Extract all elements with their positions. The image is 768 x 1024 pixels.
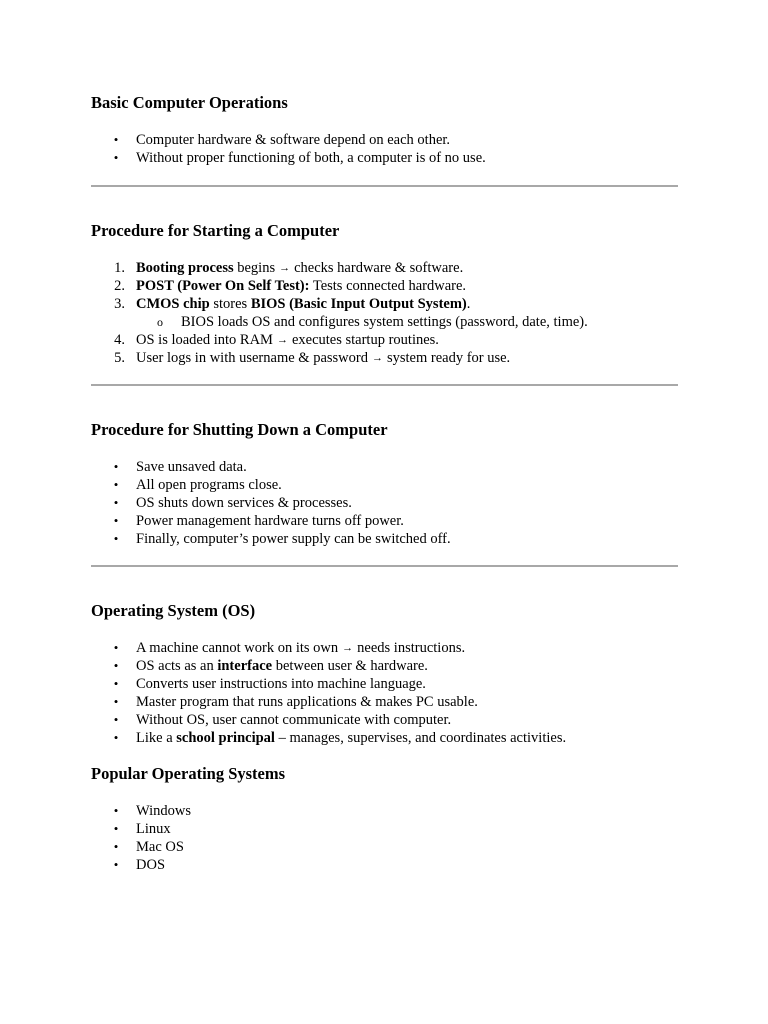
list-item: • A machine cannot work on its own → needs instructions. xyxy=(91,639,566,657)
right-arrow-icon: → xyxy=(279,262,291,274)
list-number: 1. xyxy=(114,260,125,276)
list-number: 3. xyxy=(114,296,125,312)
heading-shutting-down-computer: Procedure for Shutting Down a Computer xyxy=(91,420,388,439)
list-item: • Converts user instructions into machine language. xyxy=(91,675,566,693)
list-item: • Save unsaved data. xyxy=(91,458,451,476)
bullet-icon: • xyxy=(113,730,119,745)
list-item: 3. CMOS chip stores BIOS (Basic Input Output System). xyxy=(91,295,588,313)
horizontal-rule xyxy=(91,384,678,386)
bullet-icon: • xyxy=(113,676,119,691)
list-number: 2. xyxy=(114,278,125,294)
bullet-icon: • xyxy=(113,513,119,528)
bullet-icon: • xyxy=(113,531,119,546)
list-item: 5. User logs in with username & password → system ready for use. xyxy=(91,349,588,367)
horizontal-rule xyxy=(91,565,678,567)
bullet-icon: • xyxy=(113,459,119,474)
list-item: • DOS xyxy=(91,856,191,874)
bullet-icon: • xyxy=(113,150,119,165)
starting-procedure-list xyxy=(91,259,588,367)
bullet-icon: • xyxy=(113,803,119,818)
right-arrow-icon: → xyxy=(342,642,354,654)
bullet-icon: • xyxy=(113,839,119,854)
list-number: 5. xyxy=(114,350,125,366)
list-item: • Without proper functioning of both, a computer is of no use. xyxy=(91,149,486,167)
list-item: • Master program that runs applications & makes PC usable. xyxy=(91,693,566,711)
list-item: • Linux xyxy=(91,820,191,838)
shutdown-procedure-list xyxy=(91,458,451,548)
bullet-icon: • xyxy=(113,712,119,727)
bullet-icon: • xyxy=(113,821,119,836)
list-item: 4. OS is loaded into RAM → executes startup routines. xyxy=(91,331,588,349)
list-number: 4. xyxy=(114,332,125,348)
list-item: • All open programs close. xyxy=(91,476,451,494)
bullet-icon: • xyxy=(113,132,119,147)
list-item: • Finally, computer’s power supply can be switched off. xyxy=(91,530,451,548)
basic-operations-list xyxy=(91,131,486,167)
circle-bullet-icon: o xyxy=(157,315,163,329)
bullet-icon: • xyxy=(113,658,119,673)
right-arrow-icon: → xyxy=(276,334,288,346)
list-item: • OS shuts down services & processes. xyxy=(91,494,451,512)
bullet-icon: • xyxy=(113,694,119,709)
bullet-icon: • xyxy=(113,640,119,655)
list-item: • Like a school principal – manages, supervises, and coordinates activities. xyxy=(91,729,566,747)
list-item: • Windows xyxy=(91,802,191,820)
list-item: • Mac OS xyxy=(91,838,191,856)
list-item: 1. Booting process begins → checks hardware & software. xyxy=(91,259,588,277)
heading-popular-operating-systems: Popular Operating Systems xyxy=(91,764,286,783)
sub-list-item: o BIOS loads OS and configures system settings (password, date, time). xyxy=(157,314,588,330)
operating-system-list xyxy=(91,639,566,747)
bullet-icon: • xyxy=(113,495,119,510)
list-item: • OS acts as an interface between user & hardware. xyxy=(91,657,566,675)
heading-basic-computer-operations: Basic Computer Operations xyxy=(91,93,288,112)
list-item: 2. POST (Power On Self Test): Tests connected hardware. xyxy=(91,277,588,295)
list-item: • Without OS, user cannot communicate with computer. xyxy=(91,711,566,729)
popular-os-list xyxy=(91,802,191,874)
bullet-icon: • xyxy=(113,477,119,492)
bullet-icon: • xyxy=(113,857,119,872)
heading-operating-system: Operating System (OS) xyxy=(91,601,256,620)
horizontal-rule xyxy=(91,185,678,187)
list-item: • Computer hardware & software depend on each other. xyxy=(91,131,486,149)
right-arrow-icon: → xyxy=(371,352,383,364)
list-item: • Power management hardware turns off power. xyxy=(91,512,451,530)
heading-starting-computer: Procedure for Starting a Computer xyxy=(91,221,340,240)
